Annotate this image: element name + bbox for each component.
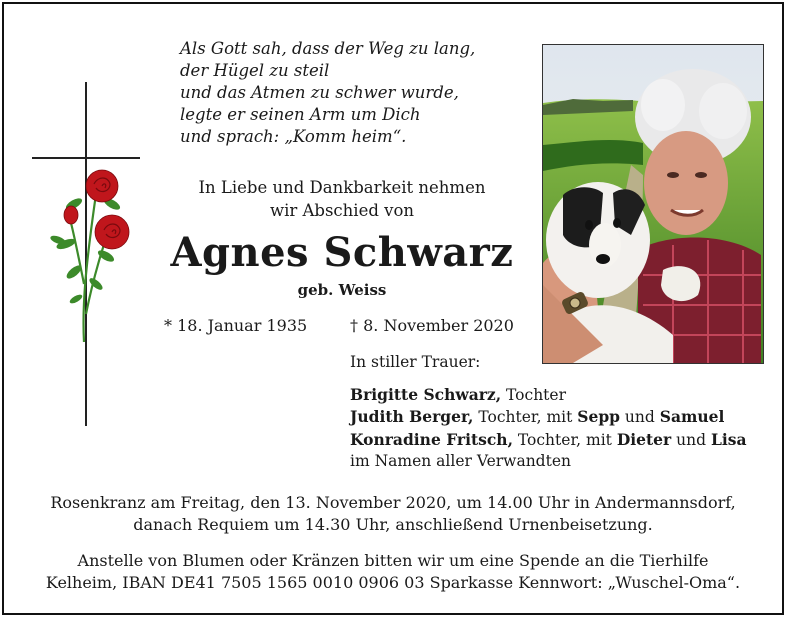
service-line: danach Requiem um 14.30 Uhr, anschließend Urnenbeisetzung. [133, 515, 653, 534]
mourner-connector: und [671, 430, 711, 449]
intro-line: wir Abschied von [269, 201, 415, 220]
birth-date: * 18. Januar 1935 [164, 316, 308, 335]
mourner-partner: Samuel [659, 407, 725, 426]
mourner-name: Brigitte Schwarz, [350, 384, 502, 404]
mourners-closing: im Namen aller Verwandten [350, 452, 571, 470]
mourners-section [350, 352, 780, 473]
service-line: Rosenkranz am Freitag, den 13. November 2020, um 14.00 Uhr in Andermannsdorf, [50, 493, 736, 512]
farewell-intro [164, 176, 520, 222]
mourner-name: Judith Berger, [350, 407, 474, 426]
donation-notice [14, 550, 772, 594]
donation-line: Kelheim, IBAN DE41 7505 1565 0010 0906 03 Sparkasse Kennwort: „Wuschel-Oma“. [45, 573, 741, 592]
mourner-relation: Tochter, mit [473, 408, 578, 426]
mourner-relation: Tochter, mit [512, 430, 617, 449]
poem-line: und das Atmen zu schwer wurde, [180, 83, 459, 102]
birth-name: geb. Weiss [297, 281, 387, 299]
cross-bar [32, 157, 140, 159]
deceased-name: Agnes Schwarz [170, 229, 514, 276]
death-date: † 8. November 2020 [350, 316, 514, 335]
poem-line: legte er seinen Arm um Dich [180, 105, 421, 124]
donation-line: Anstelle von Blumen oder Kränzen bitten wir um eine Spende an die Tierhilfe [77, 551, 709, 570]
mourner-partner: Dieter [616, 429, 672, 449]
mourner-name: Konradine Fritsch, [350, 429, 513, 449]
mourner-partner: Sepp [577, 407, 620, 426]
intro-line: In Liebe und Dankbarkeit nehmen [198, 178, 486, 197]
poem-line: Als Gott sah, dass der Weg zu lang, [180, 39, 476, 58]
poem [180, 38, 520, 148]
obituary-card [2, 2, 784, 615]
portrait-photo [542, 44, 764, 364]
mourner-partner: Lisa [710, 429, 747, 449]
mourner-row [350, 406, 780, 429]
mourner-connector: und [620, 408, 660, 426]
mourners-heading: In stiller Trauer: [350, 353, 481, 371]
mourner-row [350, 429, 780, 452]
poem-line: der Hügel zu steil [180, 61, 330, 80]
mourner-row [350, 384, 780, 407]
rose-icon [44, 164, 139, 344]
mourner-relation: Tochter [501, 385, 566, 404]
service-notice [14, 492, 772, 536]
poem-line: und sprach: „Komm heim“. [180, 127, 407, 146]
